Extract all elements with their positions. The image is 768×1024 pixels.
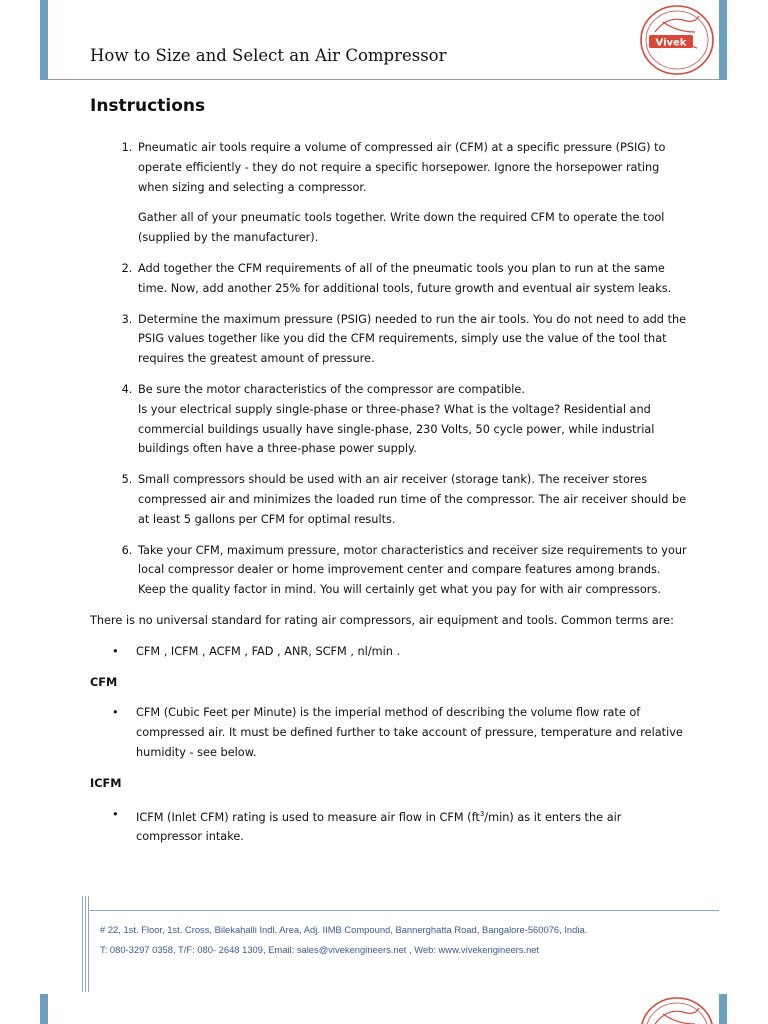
document-header-title: How to Size and Select an Air Compressor xyxy=(90,46,447,65)
step-paragraph: 1. Pneumatic air tools require a volume of compressed air (CFM) at a specific pressure (PSIG) to operate efficiently - they do not require a specific horsepower. Ignore the horsepower rating when sizing and selecting a compressor. xyxy=(138,141,666,194)
icfm-list xyxy=(90,805,690,847)
footer-divider xyxy=(90,910,719,911)
instruction-step xyxy=(136,259,690,299)
section-heading-instructions: Instructions xyxy=(90,96,206,116)
logo-text: Vivek xyxy=(655,37,687,49)
vivek-logo xyxy=(637,2,717,78)
superscript-three: 3 xyxy=(479,809,485,818)
step-paragraph: Is your electrical supply single-phase or three-phase? What is the voltage? Residential and commercial buildings usually have single-phase, 230 Volts, 50 cycle power, while industrial buildings often have a three-phase power supply. xyxy=(138,402,655,456)
instruction-step xyxy=(136,541,690,600)
header-divider xyxy=(48,79,719,80)
cfm-list xyxy=(90,703,690,762)
document-body xyxy=(90,138,690,858)
vivek-logo-bottom xyxy=(637,994,717,1024)
step-paragraph: Gather all of your pneumatic tools together. Write down the required CFM to operate the tool (supplied by the manufacturer). xyxy=(138,211,665,245)
footer-vertical-lines xyxy=(82,896,90,992)
step-paragraph: 4. Be sure the motor characteristics of the compressor are compatible. xyxy=(138,382,525,396)
instruction-step xyxy=(136,380,690,459)
step-paragraph: 3. Determine the maximum pressure (PSIG) needed to run the air tools. You do not need to add the PSIG values together like you did the CFM requirements, simply use the value of the tool that requires the greatest amount of pressure. xyxy=(138,312,687,366)
footer-contact: T: 080-3297 0358, T/F: 080- 2648 1309, Email: sales@vivekengineers.net , Web: www.vivekengineers.net xyxy=(100,944,540,955)
instruction-step xyxy=(136,310,690,369)
instruction-step xyxy=(136,470,690,529)
right-accent-bar-bottom xyxy=(719,994,727,1024)
step-paragraph: 6. Take your CFM, maximum pressure, motor characteristics and receiver size requirements to your local compressor dealer or home improvement center and compare features among brands. Keep the quality factor in mind. You will certainly get what you pay for with air compressors. xyxy=(138,543,687,597)
cfm-bullet: • CFM (Cubic Feet per Minute) is the imperial method of describing the volume flow rate of compressed air. It must be defined further to take account of pressure, temperature and relative humidity - see below. xyxy=(136,703,690,762)
icfm-bullet xyxy=(136,805,690,847)
terms-bullet: • CFM , ICFM , ACFM , FAD , ANR, SCFM , nl/min . xyxy=(136,642,690,662)
right-accent-bar xyxy=(719,0,727,80)
standard-paragraph: There is no universal standard for rating air compressors, air equipment and tools. Common terms are: xyxy=(90,613,674,627)
step-paragraph: 2. Add together the CFM requirements of all of the pneumatic tools you plan to run at the same time. Now, add another 25% for additional tools, future growth and eventual air system leaks. xyxy=(138,261,672,295)
left-accent-bar xyxy=(40,0,48,80)
instruction-step xyxy=(136,138,690,248)
icfm-bullet-text: ICFM (Inlet CFM) rating is used to measure air flow in CFM (ft xyxy=(136,810,480,824)
cfm-heading: CFM xyxy=(90,675,118,689)
terms-list xyxy=(90,642,690,662)
step-paragraph: 5. Small compressors should be used with an air receiver (storage tank). The receiver stores compressed air and minimizes the loaded run time of the compressor. The air receiver should be at least 5 gallons per CFM for optimal results. xyxy=(138,473,687,526)
footer-address: # 22, 1st. Floor, 1st. Cross, Bilekahalli Indl. Area, Adj. IIMB Compound, Bannerghatta Road, Bangalore-560076, India. xyxy=(100,924,588,935)
left-accent-bar-bottom xyxy=(40,994,48,1024)
icfm-heading: ICFM xyxy=(90,776,122,790)
instruction-steps xyxy=(90,138,690,600)
icfm-bullet-text-end: /min) as it enters the air compressor intake. xyxy=(136,810,622,844)
